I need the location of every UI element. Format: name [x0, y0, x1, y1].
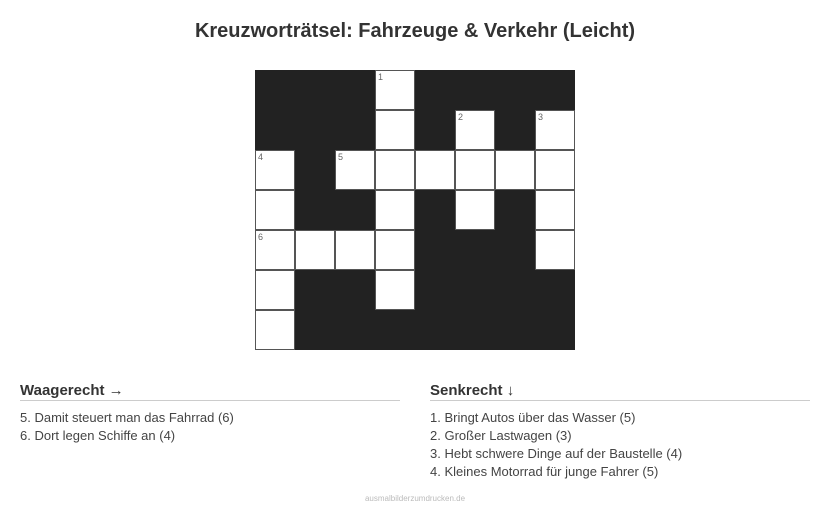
crossword-cell[interactable] [295, 230, 335, 270]
down-clues [430, 382, 810, 481]
crossword-cell[interactable] [535, 230, 575, 270]
crossword-cell[interactable] [535, 110, 575, 150]
crossword-cell[interactable] [375, 230, 415, 270]
down-heading: Senkrecht ↓ [430, 382, 810, 401]
cell-number: 2 [458, 112, 464, 122]
down-clue-list [430, 409, 810, 481]
crossword-cell[interactable] [535, 190, 575, 230]
footer-credit: ausmalbilderzumdrucken.de [364, 494, 466, 503]
across-clues [20, 382, 400, 445]
crossword-cell[interactable] [375, 150, 415, 190]
crossword-cell[interactable] [335, 230, 375, 270]
crossword-cell[interactable] [255, 230, 295, 270]
crossword-cell[interactable] [335, 150, 375, 190]
down-clue: 3. Hebt schwere Dinge auf der Baustelle (4) [430, 446, 683, 461]
crossword-cell[interactable] [375, 270, 415, 310]
crossword-cell[interactable] [495, 150, 535, 190]
crossword-cell[interactable] [255, 150, 295, 190]
crossword-cell[interactable] [255, 270, 295, 310]
crossword-cell[interactable] [375, 70, 415, 110]
crossword-cell[interactable] [455, 150, 495, 190]
crossword-grid [255, 70, 575, 350]
crossword-cell[interactable] [255, 190, 295, 230]
cell-number: 3 [538, 112, 544, 122]
crossword-cell[interactable] [375, 190, 415, 230]
across-clue: 5. Damit steuert man das Fahrrad (6) [20, 410, 234, 425]
down-clue: 1. Bringt Autos über das Wasser (5) [430, 410, 636, 425]
crossword-cell[interactable] [375, 110, 415, 150]
cell-number: 6 [258, 232, 264, 242]
crossword-cell[interactable] [255, 310, 295, 350]
cell-number: 4 [258, 152, 264, 162]
across-clue-list [20, 409, 400, 445]
down-clue: 4. Kleines Motorrad für junge Fahrer (5) [430, 464, 659, 479]
down-clue: 2. Großer Lastwagen (3) [430, 428, 572, 443]
cell-number: 1 [378, 72, 384, 82]
cell-number: 5 [338, 152, 344, 162]
across-heading: Waagerecht → [20, 382, 400, 401]
crossword-cell[interactable] [455, 190, 495, 230]
crossword-cell[interactable] [455, 110, 495, 150]
crossword-cell[interactable] [415, 150, 455, 190]
puzzle-title: Kreuzworträtsel: Fahrzeuge & Verkehr (Leicht) [194, 20, 636, 42]
crossword-cell[interactable] [535, 150, 575, 190]
across-clue: 6. Dort legen Schiffe an (4) [20, 428, 176, 443]
